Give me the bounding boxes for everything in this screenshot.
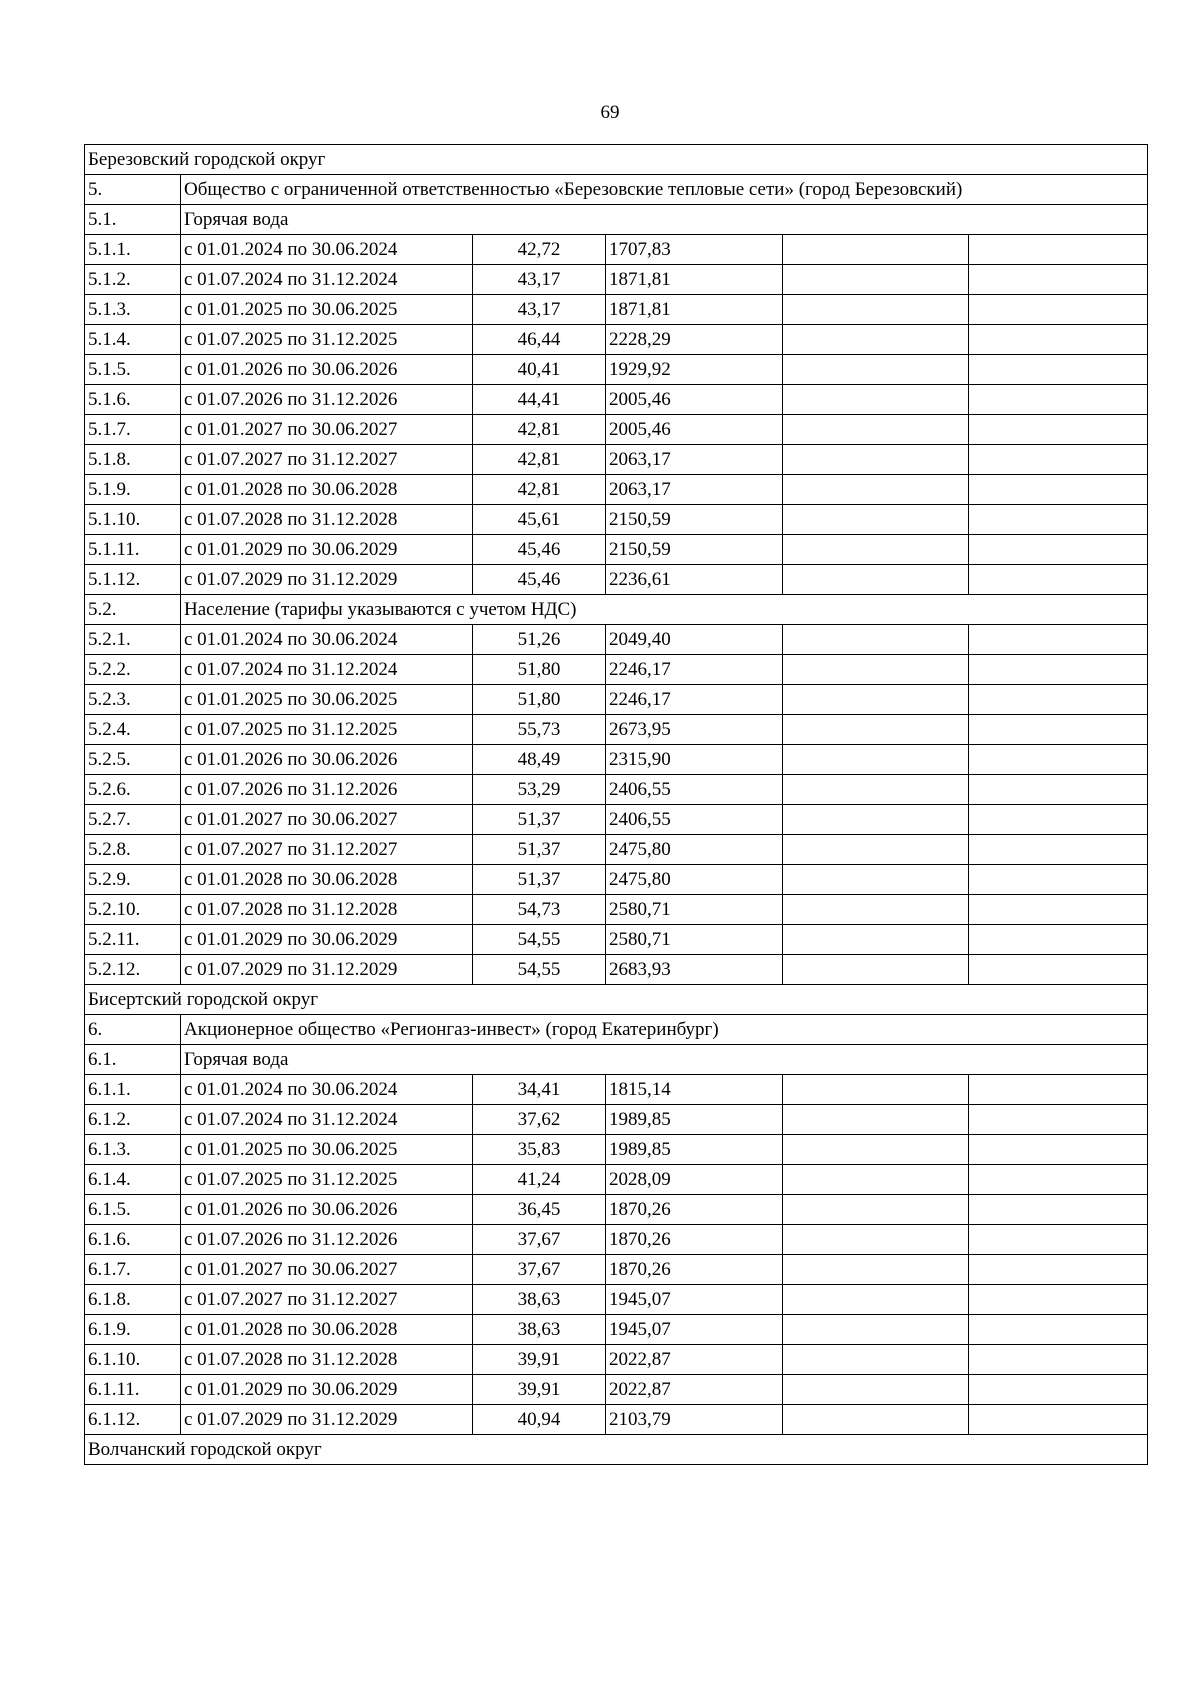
row-value-1: 39,91: [473, 1345, 606, 1375]
row-number: 5.2.2.: [85, 655, 181, 685]
row-number: 5.1.4.: [85, 325, 181, 355]
row-empty-cell: [783, 1105, 969, 1135]
row-empty-cell: [783, 325, 969, 355]
table-row: [85, 715, 1148, 745]
group-name: Горячая вода: [181, 1045, 1148, 1075]
table-row: [85, 385, 1148, 415]
row-period: с 01.07.2024 по 31.12.2024: [181, 1105, 473, 1135]
row-value-2: 1989,85: [606, 1105, 783, 1135]
row-period: с 01.01.2027 по 30.06.2027: [181, 1255, 473, 1285]
row-empty-cell: [783, 1195, 969, 1225]
row-number: 5.2.1.: [85, 625, 181, 655]
row-value-1: 39,91: [473, 1375, 606, 1405]
row-value-1: 42,81: [473, 445, 606, 475]
table-row: [85, 1405, 1148, 1435]
row-value-1: 54,73: [473, 895, 606, 925]
row-empty-cell: [969, 865, 1148, 895]
row-empty-cell: [969, 325, 1148, 355]
row-empty-cell: [969, 385, 1148, 415]
row-value-1: 51,37: [473, 835, 606, 865]
row-value-2: 2022,87: [606, 1375, 783, 1405]
row-period: с 01.01.2026 по 30.06.2026: [181, 1195, 473, 1225]
row-empty-cell: [969, 1165, 1148, 1195]
row-empty-cell: [969, 1315, 1148, 1345]
table-row: [85, 565, 1148, 595]
row-period: с 01.07.2026 по 31.12.2026: [181, 385, 473, 415]
group-number: 5.1.: [85, 205, 181, 235]
row-value-1: 37,67: [473, 1255, 606, 1285]
row-empty-cell: [969, 505, 1148, 535]
row-value-2: 1945,07: [606, 1285, 783, 1315]
row-value-2: 1870,26: [606, 1255, 783, 1285]
row-number: 5.1.2.: [85, 265, 181, 295]
row-value-2: 2580,71: [606, 925, 783, 955]
row-value-2: 2475,80: [606, 865, 783, 895]
row-number: 5.1.8.: [85, 445, 181, 475]
row-period: с 01.07.2029 по 31.12.2029: [181, 565, 473, 595]
organization-row: [85, 1015, 1148, 1045]
row-value-2: 1945,07: [606, 1315, 783, 1345]
row-empty-cell: [969, 445, 1148, 475]
row-value-1: 51,37: [473, 865, 606, 895]
row-empty-cell: [783, 835, 969, 865]
table-row: [85, 1135, 1148, 1165]
row-empty-cell: [969, 1375, 1148, 1405]
row-empty-cell: [783, 1405, 969, 1435]
row-period: с 01.07.2027 по 31.12.2027: [181, 445, 473, 475]
row-period: с 01.07.2025 по 31.12.2025: [181, 325, 473, 355]
row-value-2: 2063,17: [606, 445, 783, 475]
row-empty-cell: [969, 895, 1148, 925]
row-value-1: 44,41: [473, 385, 606, 415]
row-empty-cell: [783, 1255, 969, 1285]
row-value-1: 46,44: [473, 325, 606, 355]
row-empty-cell: [969, 1225, 1148, 1255]
row-number: 5.2.10.: [85, 895, 181, 925]
row-number: 6.1.9.: [85, 1315, 181, 1345]
row-empty-cell: [969, 265, 1148, 295]
row-value-2: 2063,17: [606, 475, 783, 505]
district-name: Березовский городской округ: [85, 145, 1148, 175]
group-row: [85, 1045, 1148, 1075]
row-empty-cell: [783, 475, 969, 505]
row-empty-cell: [783, 895, 969, 925]
row-value-2: 1989,85: [606, 1135, 783, 1165]
row-value-1: 43,17: [473, 265, 606, 295]
row-number: 6.1.1.: [85, 1075, 181, 1105]
table-row: [85, 865, 1148, 895]
row-empty-cell: [783, 355, 969, 385]
row-empty-cell: [969, 1405, 1148, 1435]
row-empty-cell: [783, 1165, 969, 1195]
row-empty-cell: [783, 385, 969, 415]
table-row: [85, 1195, 1148, 1225]
row-value-1: 54,55: [473, 925, 606, 955]
row-empty-cell: [969, 1195, 1148, 1225]
row-empty-cell: [969, 355, 1148, 385]
organization-number: 5.: [85, 175, 181, 205]
table-row: [85, 475, 1148, 505]
row-empty-cell: [783, 445, 969, 475]
row-value-2: 2406,55: [606, 805, 783, 835]
row-number: 5.2.8.: [85, 835, 181, 865]
row-value-2: 2246,17: [606, 685, 783, 715]
row-value-1: 45,46: [473, 535, 606, 565]
row-number: 5.2.12.: [85, 955, 181, 985]
table-row: [85, 265, 1148, 295]
row-value-1: 35,83: [473, 1135, 606, 1165]
organization-number: 6.: [85, 1015, 181, 1045]
row-number: 6.1.6.: [85, 1225, 181, 1255]
row-period: с 01.01.2027 по 30.06.2027: [181, 805, 473, 835]
row-period: с 01.01.2024 по 30.06.2024: [181, 235, 473, 265]
row-empty-cell: [969, 1135, 1148, 1165]
row-empty-cell: [783, 655, 969, 685]
row-value-1: 38,63: [473, 1315, 606, 1345]
table-row: [85, 445, 1148, 475]
group-name: Горячая вода: [181, 205, 1148, 235]
row-number: 5.2.4.: [85, 715, 181, 745]
row-value-1: 51,37: [473, 805, 606, 835]
row-value-1: 51,80: [473, 655, 606, 685]
row-empty-cell: [783, 505, 969, 535]
row-number: 5.2.9.: [85, 865, 181, 895]
row-value-1: 37,67: [473, 1225, 606, 1255]
table-row: [85, 1165, 1148, 1195]
row-empty-cell: [969, 625, 1148, 655]
row-value-2: 2228,29: [606, 325, 783, 355]
group-row: [85, 595, 1148, 625]
row-value-1: 54,55: [473, 955, 606, 985]
table-row: [85, 295, 1148, 325]
row-value-2: 2580,71: [606, 895, 783, 925]
table-row: [85, 925, 1148, 955]
row-value-1: 42,81: [473, 475, 606, 505]
row-period: с 01.01.2028 по 30.06.2028: [181, 475, 473, 505]
row-empty-cell: [783, 865, 969, 895]
row-value-2: 2005,46: [606, 385, 783, 415]
row-number: 5.1.5.: [85, 355, 181, 385]
row-empty-cell: [783, 805, 969, 835]
row-period: с 01.01.2025 по 30.06.2025: [181, 295, 473, 325]
row-value-2: 1871,81: [606, 295, 783, 325]
page-number: 69: [600, 102, 620, 123]
row-value-2: 2475,80: [606, 835, 783, 865]
row-period: с 01.07.2027 по 31.12.2027: [181, 1285, 473, 1315]
row-number: 5.1.10.: [85, 505, 181, 535]
row-value-1: 42,72: [473, 235, 606, 265]
row-period: с 01.07.2028 по 31.12.2028: [181, 505, 473, 535]
table-row: [85, 625, 1148, 655]
row-value-2: 2150,59: [606, 505, 783, 535]
row-number: 6.1.12.: [85, 1405, 181, 1435]
row-empty-cell: [969, 1285, 1148, 1315]
row-number: 5.1.9.: [85, 475, 181, 505]
row-value-2: 2673,95: [606, 715, 783, 745]
row-empty-cell: [783, 1285, 969, 1315]
row-period: с 01.01.2024 по 30.06.2024: [181, 625, 473, 655]
row-value-1: 41,24: [473, 1165, 606, 1195]
row-value-2: 2246,17: [606, 655, 783, 685]
row-empty-cell: [783, 415, 969, 445]
row-empty-cell: [783, 775, 969, 805]
row-empty-cell: [783, 235, 969, 265]
table-row: [85, 235, 1148, 265]
row-empty-cell: [969, 775, 1148, 805]
row-empty-cell: [783, 535, 969, 565]
row-value-2: 1871,81: [606, 265, 783, 295]
row-value-1: 51,26: [473, 625, 606, 655]
row-period: с 01.01.2026 по 30.06.2026: [181, 745, 473, 775]
row-period: с 01.01.2024 по 30.06.2024: [181, 1075, 473, 1105]
row-empty-cell: [969, 295, 1148, 325]
row-empty-cell: [969, 715, 1148, 745]
table-row: [85, 835, 1148, 865]
tariff-table-body: [85, 145, 1148, 1465]
table-row: [85, 895, 1148, 925]
row-period: с 01.07.2025 по 31.12.2025: [181, 1165, 473, 1195]
row-period: с 01.01.2028 по 30.06.2028: [181, 1315, 473, 1345]
row-period: с 01.07.2027 по 31.12.2027: [181, 835, 473, 865]
row-value-2: 1707,83: [606, 235, 783, 265]
row-empty-cell: [783, 1345, 969, 1375]
row-number: 5.1.7.: [85, 415, 181, 445]
district-row: [85, 985, 1148, 1015]
row-number: 6.1.7.: [85, 1255, 181, 1285]
row-empty-cell: [783, 1225, 969, 1255]
table-row: [85, 1225, 1148, 1255]
row-empty-cell: [783, 265, 969, 295]
row-period: с 01.07.2028 по 31.12.2028: [181, 895, 473, 925]
row-empty-cell: [969, 955, 1148, 985]
row-empty-cell: [783, 1135, 969, 1165]
row-value-2: 1870,26: [606, 1195, 783, 1225]
row-value-2: 2683,93: [606, 955, 783, 985]
row-value-2: 2028,09: [606, 1165, 783, 1195]
row-empty-cell: [969, 1345, 1148, 1375]
row-empty-cell: [969, 835, 1148, 865]
row-period: с 01.01.2025 по 30.06.2025: [181, 685, 473, 715]
table-row: [85, 355, 1148, 385]
row-empty-cell: [783, 685, 969, 715]
table-row: [85, 1345, 1148, 1375]
row-value-1: 45,61: [473, 505, 606, 535]
table-row: [85, 1255, 1148, 1285]
row-period: с 01.07.2026 по 31.12.2026: [181, 1225, 473, 1255]
row-empty-cell: [783, 295, 969, 325]
row-empty-cell: [783, 955, 969, 985]
row-period: с 01.01.2025 по 30.06.2025: [181, 1135, 473, 1165]
row-period: с 01.01.2028 по 30.06.2028: [181, 865, 473, 895]
district-row: [85, 1435, 1148, 1465]
row-value-2: 2049,40: [606, 625, 783, 655]
tariff-table: [84, 144, 1148, 1465]
row-value-1: 51,80: [473, 685, 606, 715]
row-value-1: 43,17: [473, 295, 606, 325]
table-row: [85, 1285, 1148, 1315]
row-number: 6.1.11.: [85, 1375, 181, 1405]
row-empty-cell: [969, 685, 1148, 715]
row-value-1: 42,81: [473, 415, 606, 445]
row-empty-cell: [969, 535, 1148, 565]
row-period: с 01.07.2024 по 31.12.2024: [181, 265, 473, 295]
district-row: [85, 145, 1148, 175]
row-value-2: 2406,55: [606, 775, 783, 805]
table-row: [85, 535, 1148, 565]
row-value-1: 40,41: [473, 355, 606, 385]
row-empty-cell: [969, 655, 1148, 685]
row-empty-cell: [783, 1315, 969, 1345]
group-number: 5.2.: [85, 595, 181, 625]
district-name: Бисертский городской округ: [85, 985, 1148, 1015]
row-period: с 01.07.2026 по 31.12.2026: [181, 775, 473, 805]
row-empty-cell: [783, 1075, 969, 1105]
row-value-2: 2315,90: [606, 745, 783, 775]
row-number: 5.2.7.: [85, 805, 181, 835]
row-value-1: 55,73: [473, 715, 606, 745]
group-name: Население (тарифы указываются с учетом НДС): [181, 595, 1148, 625]
row-period: с 01.07.2028 по 31.12.2028: [181, 1345, 473, 1375]
row-number: 5.2.3.: [85, 685, 181, 715]
row-number: 5.1.1.: [85, 235, 181, 265]
row-empty-cell: [969, 1255, 1148, 1285]
table-row: [85, 805, 1148, 835]
row-period: с 01.01.2027 по 30.06.2027: [181, 415, 473, 445]
row-value-2: 2005,46: [606, 415, 783, 445]
table-row: [85, 685, 1148, 715]
row-period: с 01.07.2029 по 31.12.2029: [181, 1405, 473, 1435]
district-name: Волчанский городской округ: [85, 1435, 1148, 1465]
group-number: 6.1.: [85, 1045, 181, 1075]
row-period: с 01.01.2029 по 30.06.2029: [181, 535, 473, 565]
table-row: [85, 1375, 1148, 1405]
row-value-2: 1815,14: [606, 1075, 783, 1105]
table-row: [85, 1075, 1148, 1105]
row-number: 5.1.6.: [85, 385, 181, 415]
row-period: с 01.01.2029 по 30.06.2029: [181, 1375, 473, 1405]
row-period: с 01.01.2029 по 30.06.2029: [181, 925, 473, 955]
row-empty-cell: [969, 805, 1148, 835]
row-value-2: 2236,61: [606, 565, 783, 595]
row-empty-cell: [969, 745, 1148, 775]
row-number: 6.1.8.: [85, 1285, 181, 1315]
row-empty-cell: [783, 1375, 969, 1405]
row-value-1: 38,63: [473, 1285, 606, 1315]
row-number: 5.2.6.: [85, 775, 181, 805]
row-value-2: 1870,26: [606, 1225, 783, 1255]
row-value-1: 37,62: [473, 1105, 606, 1135]
row-empty-cell: [969, 565, 1148, 595]
table-row: [85, 745, 1148, 775]
row-value-1: 45,46: [473, 565, 606, 595]
row-number: 6.1.3.: [85, 1135, 181, 1165]
row-empty-cell: [969, 1105, 1148, 1135]
table-row: [85, 655, 1148, 685]
row-empty-cell: [783, 745, 969, 775]
row-value-1: 53,29: [473, 775, 606, 805]
organization-name: Акционерное общество «Регионгаз-инвест» (город Екатеринбург): [181, 1015, 1148, 1045]
table-row: [85, 415, 1148, 445]
row-value-2: 2022,87: [606, 1345, 783, 1375]
row-number: 5.1.3.: [85, 295, 181, 325]
row-value-2: 1929,92: [606, 355, 783, 385]
table-row: [85, 505, 1148, 535]
organization-name: Общество с ограниченной ответственностью «Березовские тепловые сети» (город Березовский): [181, 175, 1148, 205]
row-number: 5.1.11.: [85, 535, 181, 565]
row-value-2: 2103,79: [606, 1405, 783, 1435]
row-number: 6.1.5.: [85, 1195, 181, 1225]
group-row: [85, 205, 1148, 235]
row-empty-cell: [783, 925, 969, 955]
table-row: [85, 1315, 1148, 1345]
row-number: 5.2.5.: [85, 745, 181, 775]
row-empty-cell: [969, 415, 1148, 445]
row-number: 6.1.4.: [85, 1165, 181, 1195]
row-empty-cell: [783, 715, 969, 745]
row-value-2: 2150,59: [606, 535, 783, 565]
table-row: [85, 775, 1148, 805]
row-value-1: 36,45: [473, 1195, 606, 1225]
row-number: 5.2.11.: [85, 925, 181, 955]
table-row: [85, 325, 1148, 355]
row-number: 6.1.10.: [85, 1345, 181, 1375]
row-value-1: 34,41: [473, 1075, 606, 1105]
row-value-1: 40,94: [473, 1405, 606, 1435]
table-row: [85, 955, 1148, 985]
row-value-1: 48,49: [473, 745, 606, 775]
row-empty-cell: [969, 925, 1148, 955]
row-empty-cell: [969, 235, 1148, 265]
row-number: 6.1.2.: [85, 1105, 181, 1135]
row-empty-cell: [969, 1075, 1148, 1105]
row-period: с 01.07.2029 по 31.12.2029: [181, 955, 473, 985]
row-period: с 01.01.2026 по 30.06.2026: [181, 355, 473, 385]
row-period: с 01.07.2025 по 31.12.2025: [181, 715, 473, 745]
row-empty-cell: [783, 565, 969, 595]
row-empty-cell: [969, 475, 1148, 505]
table-row: [85, 1105, 1148, 1135]
organization-row: [85, 175, 1148, 205]
row-empty-cell: [783, 625, 969, 655]
row-number: 5.1.12.: [85, 565, 181, 595]
row-period: с 01.07.2024 по 31.12.2024: [181, 655, 473, 685]
